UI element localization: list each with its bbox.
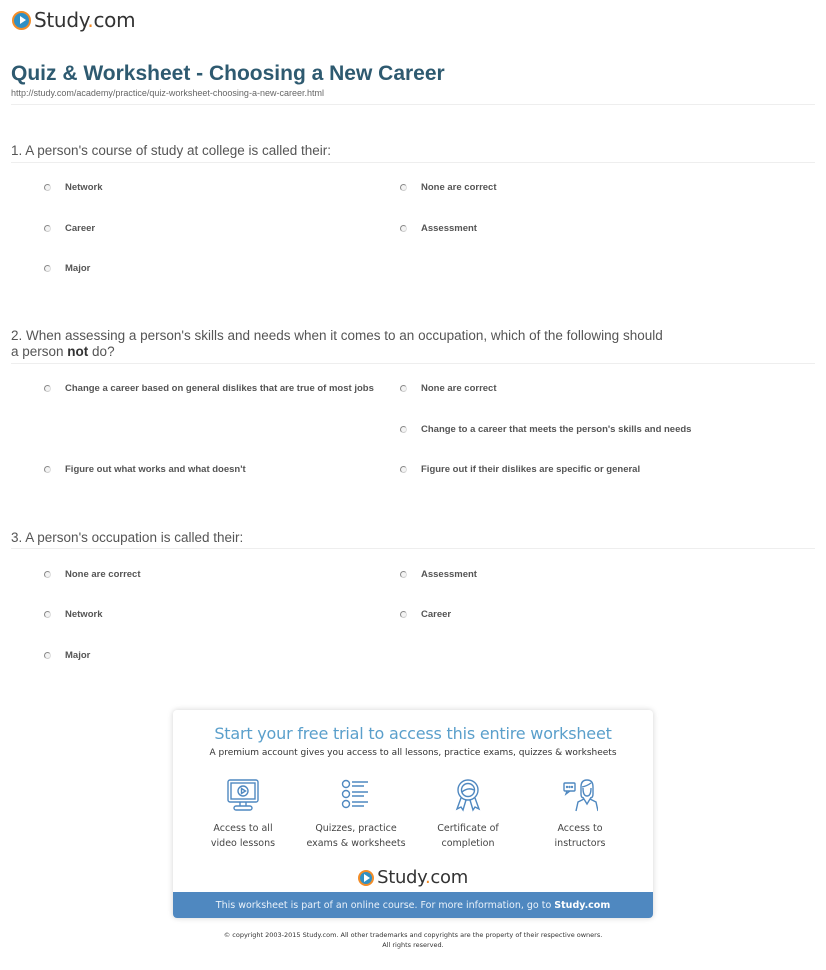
q3-option-c[interactable]: Network (44, 608, 102, 622)
radio-button[interactable] (44, 466, 51, 473)
free-trial-promo[interactable] (173, 710, 653, 918)
radio-button[interactable] (400, 225, 407, 232)
radio-button[interactable] (400, 571, 407, 578)
feature-certificate (413, 778, 523, 851)
question-3-text: 3. A person's occupation is called their: (11, 530, 244, 545)
q3-option-e[interactable]: Major (44, 649, 90, 663)
radio-button[interactable] (44, 225, 51, 232)
radio-button[interactable] (44, 652, 51, 659)
q1-option-b[interactable]: None are correct (400, 181, 497, 195)
radio-button[interactable] (400, 611, 407, 618)
page-url[interactable]: http://study.com/academy/practice/quiz-worksheet-choosing-a-new-career.html (11, 88, 324, 98)
feature-label: Access to instructors (554, 823, 606, 849)
radio-button[interactable] (44, 184, 51, 191)
radio-button[interactable] (44, 385, 51, 392)
divider (11, 104, 815, 105)
video-lesson-icon (225, 778, 261, 812)
study-logo[interactable] (12, 8, 135, 32)
page-title: Quiz & Worksheet - Choosing a New Career (11, 62, 445, 85)
promo-headline: Start your free trial to access this entire worksheet (214, 724, 612, 743)
instructor-icon (562, 778, 598, 812)
radio-button[interactable] (400, 466, 407, 473)
question-2-text: 2. When assessing a person's skills and needs when it comes to an occupation, which of the following should a person not do? (11, 328, 663, 359)
promo-subheadline: A premium account gives you access to all lessons, practice exams, quizzes & worksheets (209, 748, 617, 758)
q3-option-b[interactable]: Assessment (400, 568, 477, 582)
question-1-text: 1. A person's course of study at college is called their: (11, 143, 332, 158)
radio-button[interactable] (44, 571, 51, 578)
radio-button[interactable] (400, 385, 407, 392)
quiz-list-icon (338, 778, 374, 812)
radio-button[interactable] (44, 611, 51, 618)
feature-quizzes (301, 778, 411, 851)
radio-button[interactable] (400, 426, 407, 433)
radio-button[interactable] (400, 184, 407, 191)
feature-label: Quizzes, practice exams & worksheets (306, 823, 406, 849)
q1-option-d[interactable]: Assessment (400, 222, 477, 236)
feature-instructors (525, 778, 635, 851)
q1-option-e[interactable]: Major (44, 262, 90, 276)
play-logo-icon (358, 870, 374, 886)
divider (11, 548, 815, 549)
q2-option-d[interactable]: Figure out what works and what doesn't (44, 463, 246, 477)
q2-option-c[interactable]: Change to a career that meets the person's skills and needs (400, 423, 691, 437)
radio-button[interactable] (44, 265, 51, 272)
logo-text: Study.com (34, 8, 136, 32)
certificate-icon (450, 778, 486, 812)
q2-option-a[interactable]: Change a career based on general dislikes that are true of most jobs (44, 382, 374, 396)
divider (11, 162, 815, 163)
q1-option-a[interactable]: Network (44, 181, 102, 195)
divider (11, 363, 815, 364)
study-link[interactable]: Study.com (554, 899, 611, 911)
q2-option-b[interactable]: None are correct (400, 382, 497, 396)
feature-label: Certificate of completion (437, 823, 499, 849)
q1-option-c[interactable]: Career (44, 222, 95, 236)
feature-video-lessons (188, 778, 298, 851)
logo-text: Study.com (377, 867, 468, 888)
q3-option-d[interactable]: Career (400, 608, 451, 622)
play-logo-icon (12, 11, 31, 30)
q2-option-e[interactable]: Figure out if their dislikes are specific or general (400, 463, 640, 477)
feature-label: Access to all video lessons (210, 823, 276, 849)
promo-info-bar[interactable]: This worksheet is part of an online course. For more information, go to Study.com (173, 892, 653, 918)
promo-study-logo[interactable] (173, 867, 653, 888)
q3-option-a[interactable]: None are correct (44, 568, 141, 582)
copyright-footer: © copyright 2003-2015 Study.com. All other trademarks and copyrights are the property of their respective owners. All rights reserved. (223, 931, 603, 949)
